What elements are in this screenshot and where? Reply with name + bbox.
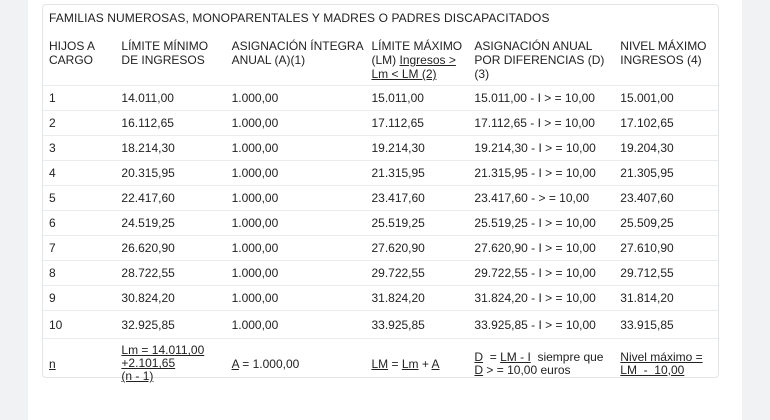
cell-hijos: 8 xyxy=(49,266,56,280)
cell-hijos: 3 xyxy=(49,141,56,155)
cell-hijos: 4 xyxy=(49,166,56,180)
cell-minimo: 30.824,20 xyxy=(121,291,175,305)
cell-maximo: 29.722,55 xyxy=(371,266,425,280)
cell-maximo: 23.417,60 xyxy=(371,191,425,205)
formula-row xyxy=(43,339,718,389)
header-limite-maximo xyxy=(365,29,468,86)
formula-integra-rest: = 1.000,00 xyxy=(238,356,300,371)
table-row xyxy=(43,186,718,211)
cell-minimo: 26.620,90 xyxy=(121,241,175,255)
asignacion-table xyxy=(43,29,718,389)
table-card xyxy=(42,4,719,384)
cell-maximo: 31.824,20 xyxy=(371,291,425,305)
cell-hijos: 9 xyxy=(49,291,56,305)
formula-diferencias xyxy=(468,339,614,389)
table-row xyxy=(43,261,718,286)
cell-integra: 1.000,00 xyxy=(231,116,279,130)
cell-diferencias: 21.315,95 - I > = 10,00 xyxy=(474,166,596,180)
cell-diferencias: 17.112,65 - I > = 10,00 xyxy=(474,116,595,130)
formula-dif-eq: = xyxy=(483,349,501,364)
cell-minimo: 18.214,30 xyxy=(121,141,175,155)
cell-integra: 1.000,00 xyxy=(231,191,279,205)
cell-minimo: 32.925,85 xyxy=(121,317,175,332)
cell-maximo: 17.112,65 xyxy=(371,116,424,130)
cell-minimo: 14.011,00 xyxy=(121,91,174,105)
cell-hijos: 10 xyxy=(49,317,63,332)
cell-minimo: 20.315,95 xyxy=(121,166,175,180)
cell-diferencias: 25.519,25 - I > = 10,00 xyxy=(474,216,596,230)
cell-nivel: 17.102,65 xyxy=(620,116,674,130)
cell-maximo: 15.011,00 xyxy=(371,91,424,105)
cell-integra: 1.000,00 xyxy=(231,91,279,105)
cell-nivel: 25.509,25 xyxy=(620,216,674,230)
table-row xyxy=(43,161,718,186)
cell-nivel: 27.610,90 xyxy=(620,241,674,255)
header-limite-maximo-underlined: Ingresos > Lm < LM (2) xyxy=(371,53,456,81)
table-row xyxy=(43,236,718,261)
cell-nivel: 29.712,55 xyxy=(620,266,674,280)
formula-dif-tail2: > = 10,00 euros xyxy=(483,362,571,377)
formula-maximo-lhs: LM xyxy=(371,356,389,371)
cell-integra: 1.000,00 xyxy=(231,291,279,305)
cell-minimo: 24.519,25 xyxy=(121,216,175,230)
formula-maximo xyxy=(365,339,468,389)
formula-dif-expr: LM - I xyxy=(500,349,531,364)
formula-integra-symbol: A xyxy=(231,356,239,371)
formula-nivel-line2: LM - 10,00 xyxy=(620,362,685,377)
cell-maximo: 21.315,95 xyxy=(371,166,425,180)
header-limite-maximo-pre: LÍMITE MÁXIMO (LM) xyxy=(371,39,463,67)
formula-maximo-eq: = xyxy=(388,356,402,371)
cell-minimo: 16.112,65 xyxy=(121,116,174,130)
header-row xyxy=(43,29,718,86)
cell-integra: 1.000,00 xyxy=(231,241,279,255)
cell-nivel: 15.001,00 xyxy=(620,91,674,105)
header-asignacion-integra: ASIGNACIÓN ÍNTEGRA ANUAL (A)(1) xyxy=(231,39,363,67)
cell-hijos: 2 xyxy=(49,116,56,130)
cell-minimo: 22.417,60 xyxy=(121,191,175,205)
formula-maximo-a: A xyxy=(431,356,440,371)
formula-nivel-line1: Nivel máximo = xyxy=(620,349,703,364)
cell-minimo: 28.722,55 xyxy=(121,266,175,280)
header-hijos xyxy=(43,29,115,86)
formula-minimo-line1: Lm = 14.011,00 xyxy=(121,343,205,358)
cell-nivel: 21.305,95 xyxy=(620,166,674,180)
cell-diferencias: 15.011,00 - I > = 10,00 xyxy=(474,91,595,105)
cell-diferencias: 27.620,90 - I > = 10,00 xyxy=(474,241,596,255)
cell-maximo: 25.519,25 xyxy=(371,216,425,230)
cell-diferencias: 33.925,85 - I > = 10,00 xyxy=(474,317,596,332)
cell-integra: 1.000,00 xyxy=(231,141,279,155)
cell-diferencias: 23.417,60 - > = 10,00 xyxy=(474,191,590,205)
cell-maximo: 33.925,85 xyxy=(371,317,425,332)
table-row xyxy=(43,86,718,111)
cell-integra: 1.000,00 xyxy=(231,166,279,180)
cell-nivel: 19.204,30 xyxy=(620,141,674,155)
page xyxy=(28,0,742,420)
table-caption: FAMILIAS NUMEROSAS, MONOPARENTALES Y MADRES O PADRES DISCAPACITADOS xyxy=(49,11,550,25)
cell-hijos: 7 xyxy=(49,241,56,255)
table-row xyxy=(43,211,718,236)
formula-nivel xyxy=(614,339,718,389)
formula-hijos: n xyxy=(49,356,56,371)
cell-maximo: 19.214,30 xyxy=(371,141,425,155)
formula-maximo-lm: Lm xyxy=(401,356,419,371)
header-limite-minimo: LÍMITE MÍNIMO DE INGRESOS xyxy=(121,39,209,67)
cell-nivel: 23.407,60 xyxy=(620,191,674,205)
formula-minimo xyxy=(115,339,225,389)
cell-integra: 1.000,00 xyxy=(231,266,279,280)
formula-minimo-line2: +2.101,65 xyxy=(121,356,176,371)
cell-maximo: 27.620,90 xyxy=(371,241,425,255)
cell-hijos: 1 xyxy=(49,91,56,105)
cell-nivel: 33.915,85 xyxy=(620,317,674,332)
formula-minimo-line3: (n - 1) xyxy=(121,369,154,384)
formula-integra xyxy=(226,339,366,389)
table-row xyxy=(43,286,718,311)
cell-diferencias: 19.214,30 - I > = 10,00 xyxy=(474,141,596,155)
header-hijos-line2: CARGO xyxy=(49,53,94,67)
cell-hijos: 6 xyxy=(49,216,56,230)
cell-diferencias: 29.722,55 - I > = 10,00 xyxy=(474,266,596,280)
header-asignacion-diferencias: ASIGNACIÓN ANUAL POR DIFERENCIAS (D) (3) xyxy=(474,39,605,81)
cell-diferencias: 31.824,20 - I > = 10,00 xyxy=(474,291,596,305)
table-row xyxy=(43,136,718,161)
formula-dif-d1: D xyxy=(474,349,484,364)
formula-maximo-plus: + xyxy=(418,356,432,371)
table-row xyxy=(43,111,718,136)
cell-hijos: 5 xyxy=(49,191,56,205)
table-row xyxy=(43,311,718,339)
header-nivel-maximo: NIVEL MÁXIMO INGRESOS (4) xyxy=(620,39,707,67)
formula-dif-tail1: siempre que xyxy=(530,349,604,364)
formula-dif-d2: D xyxy=(474,362,484,377)
header-hijos-line1: HIJOS A xyxy=(49,39,96,53)
cell-integra: 1.000,00 xyxy=(231,317,279,332)
cell-integra: 1.000,00 xyxy=(231,216,279,230)
cell-nivel: 31.814,20 xyxy=(620,291,674,305)
